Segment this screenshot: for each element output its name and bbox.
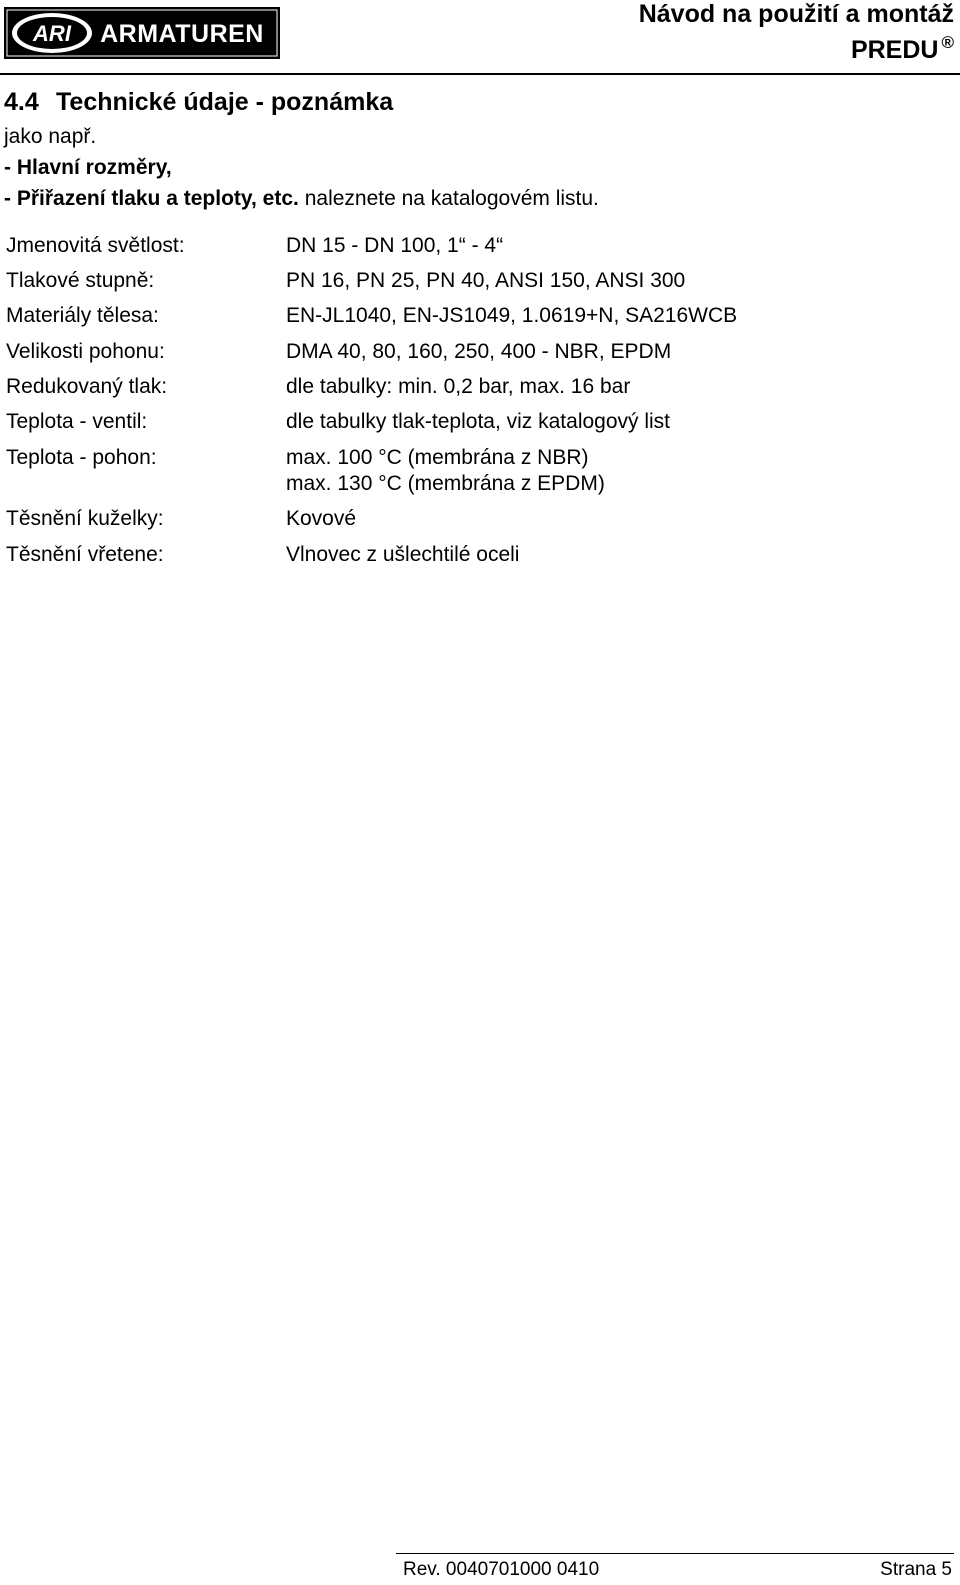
spec-label: Teplota - pohon: — [6, 446, 157, 469]
spec-value: Vlnovec z ušlechtilé oceli — [286, 543, 520, 566]
document-title-line2 — [639, 28, 954, 65]
spec-value-line-2: max. 130 °C (membrána z EPDM) — [286, 472, 605, 495]
spec-label: Těsnění vřetene: — [6, 543, 164, 566]
spec-value: DN 15 - DN 100, 1“ - 4“ — [286, 234, 504, 257]
intro-line-3-rest: naleznete na katalogovém listu. — [298, 187, 599, 210]
spec-label: Těsnění kuželky: — [6, 507, 164, 530]
spec-value: Kovové — [286, 507, 357, 530]
page-number: Strana 5 — [880, 1559, 952, 1580]
spec-label: Tlakové stupně: — [6, 269, 155, 292]
section-number: 4.4 — [4, 88, 39, 116]
spec-label: Teplota - ventil: — [6, 410, 148, 433]
spec-label: Materiály tělesa: — [6, 304, 159, 327]
registered-mark: ® — [941, 33, 954, 52]
document-title — [639, 0, 954, 65]
spec-label: Velikosti pohonu: — [6, 340, 165, 363]
spec-value: dle tabulky: min. 0,2 bar, max. 16 bar — [286, 375, 631, 398]
ari-armaturen-logo — [4, 7, 280, 59]
spec-label: Jmenovitá světlost: — [6, 234, 185, 257]
intro-text — [4, 121, 599, 214]
spec-value: dle tabulky tlak-teplota, viz katalogový list — [286, 410, 671, 433]
intro-line-2: - Hlavní rozměry, — [4, 156, 172, 179]
intro-line-1: jako např. — [4, 125, 97, 148]
header-divider — [0, 73, 960, 75]
spec-value: PN 16, PN 25, PN 40, ANSI 150, ANSI 300 — [286, 269, 686, 292]
spec-value — [286, 445, 605, 497]
section-heading — [4, 86, 393, 118]
footer-divider — [396, 1553, 954, 1554]
logo-company-text: ARMATUREN — [100, 20, 264, 48]
intro-line-3-bold: - Přiřazení tlaku a teploty, etc. — [4, 187, 299, 210]
logo-brand-text: ARI — [33, 21, 71, 46]
spec-value: DMA 40, 80, 160, 250, 400 - NBR, EPDM — [286, 340, 672, 363]
page-header — [0, 0, 960, 78]
spec-value-line-1: max. 100 °C (membrána z NBR) — [286, 446, 589, 469]
spec-label: Redukovaný tlak: — [6, 375, 168, 398]
product-name: PREDU — [850, 36, 939, 64]
revision-number: Rev. 0040701000 0410 — [403, 1559, 600, 1580]
document-title-line1: Návod na použití a montáž — [638, 0, 954, 28]
spec-value: EN-JL1040, EN-JS1049, 1.0619+N, SA216WCB — [286, 304, 738, 327]
intro-line-3 — [4, 183, 599, 214]
section-title-text: Technické údaje - poznámka — [56, 88, 394, 116]
